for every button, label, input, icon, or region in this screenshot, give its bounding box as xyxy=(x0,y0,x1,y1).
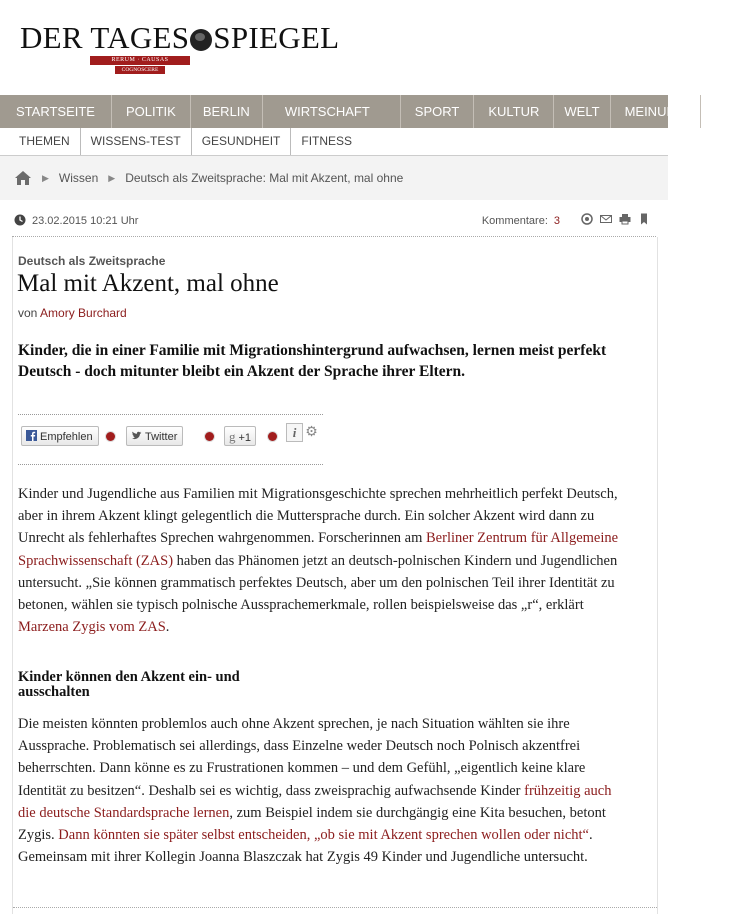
twitter-share-button[interactable] xyxy=(126,426,183,446)
nav-item-sport[interactable]: SPORT xyxy=(401,95,475,128)
paragraph-text: , zum Beispiel indem sie durchgängig eine Kita besuchen, betont Zygis. xyxy=(18,804,606,844)
comments-label: Kommentare: xyxy=(481,215,548,227)
paragraph-text: Die meisten könnten problemlos auch ohne Akzent sprechen, je nach Situation wählten sie ihre Aussprache. Problematisch sei allerdings, dass Einzelne weder Deutsch noch Polnisch akzentfrei beherrschten. Dann könne es zu Frustrationen kommen – und dem Gefühl, „eigentlich keine klare Identität zu besitzen“. Deshalb sei es wichtig, dass zweisprachig aufwachsende Kinder xyxy=(18,716,586,799)
subnav-item-wissens-test[interactable]: WISSENS-TEST xyxy=(81,128,192,155)
twitter-toggle-dot[interactable] xyxy=(205,432,214,441)
link-marzena-zygis[interactable]: Marzena Zygis vom ZAS xyxy=(18,619,166,636)
mail-icon[interactable] xyxy=(600,213,612,225)
social-share-bar xyxy=(18,414,323,465)
byline-prefix: von xyxy=(18,306,38,320)
article-tools xyxy=(581,213,650,225)
facebook-share-button[interactable] xyxy=(21,426,99,446)
link-zas[interactable]: Berliner Zentrum für Allgemeine Sprachwissenschaft (ZAS) xyxy=(18,530,619,569)
print-icon[interactable] xyxy=(619,213,631,225)
nav-item-meinung[interactable]: MEINUNG xyxy=(611,95,701,128)
link-akzent-entscheiden[interactable]: Dann könnten sie später selbst entscheiden, „ob sie mit Akzent sprechen wollen oder nicht“ xyxy=(58,827,589,844)
breadcrumb xyxy=(0,156,668,200)
secondary-nav xyxy=(0,128,668,156)
facebook-icon xyxy=(26,428,37,439)
logo-ribbon-motto: COGNOSCERE xyxy=(115,66,165,74)
article-lead: Kinder, die in einer Familie mit Migrationshintergrund aufwachsen, lernen meist perfekt Deutsch - doch mitunter bleibt ein Akzent der Sprache ihrer Eltern. xyxy=(18,342,607,380)
breadcrumb-item-wissen[interactable]: Wissen xyxy=(58,171,99,185)
chevron-right-icon: ▶ xyxy=(108,172,116,183)
logo-ribbon: RERUM · CAUSAS xyxy=(90,56,190,65)
article-subheading: Kinder können den Akzent ein- und ausschalten xyxy=(18,669,240,700)
twitter-icon xyxy=(131,428,142,439)
publish-date: 23.02.2015 10:21 Uhr xyxy=(32,215,139,227)
nav-item-welt[interactable]: WELT xyxy=(554,95,610,128)
divider xyxy=(13,907,657,908)
nav-item-wirtschaft[interactable]: WIRTSCHAFT xyxy=(263,95,401,128)
nav-item-kultur[interactable]: KULTUR xyxy=(474,95,554,128)
logo-text-part1: DER TAGES xyxy=(20,20,190,55)
google-plus-button[interactable] xyxy=(224,426,256,446)
contact-icon[interactable] xyxy=(581,213,593,225)
site-logo[interactable] xyxy=(20,20,339,56)
subnav-item-fitness[interactable]: FITNESS xyxy=(301,134,353,148)
masthead xyxy=(0,0,668,95)
comments-link[interactable] xyxy=(482,215,560,227)
info-icon[interactable]: i xyxy=(286,423,303,442)
primary-nav xyxy=(0,95,735,128)
globe-icon xyxy=(190,29,212,51)
nav-item-more[interactable]: ME xyxy=(714,104,735,119)
paragraph-text: . Gemeinsam mit ihrer Kollegin Joanna Blaszczak hat Zygis 49 Kinder und Jugendliche untersucht. xyxy=(18,827,593,866)
nav-item-politik[interactable]: POLITIK xyxy=(112,95,191,128)
article xyxy=(12,237,658,914)
facebook-share-label: Empfehlen xyxy=(40,431,93,443)
bookmark-icon[interactable] xyxy=(638,213,650,225)
article-paragraph xyxy=(18,713,630,868)
gear-icon[interactable]: ⚙ xyxy=(305,423,318,439)
subnav-item-gesundheit[interactable]: GESUNDHEIT xyxy=(192,128,292,155)
link-standardsprache[interactable]: frühzeitig auch die deutsche Standardsprache lernen xyxy=(18,782,612,821)
article-meta-bar xyxy=(12,206,656,237)
clock-icon xyxy=(14,214,26,226)
google-plus-icon: g xyxy=(229,429,236,444)
article-title: Mal mit Akzent, mal ohne xyxy=(17,270,279,297)
google-plus-toggle-dot[interactable] xyxy=(268,432,277,441)
nav-item-berlin[interactable]: BERLIN xyxy=(191,95,263,128)
home-icon[interactable] xyxy=(14,170,32,186)
breadcrumb-item-current[interactable]: Deutsch als Zweitsprache: Mal mit Akzent, mal ohne xyxy=(125,171,404,185)
nav-item-startseite[interactable]: STARTSEITE xyxy=(0,95,112,128)
author-link[interactable]: Amory Burchard xyxy=(40,306,127,320)
facebook-toggle-dot[interactable] xyxy=(106,432,115,441)
chevron-right-icon: ▶ xyxy=(42,172,49,183)
byline xyxy=(18,306,127,320)
article-kicker: Deutsch als Zweitsprache xyxy=(18,254,166,268)
paragraph-text: haben das Phänomen jetzt an deutsch-polnischen Kindern und Jugendlichen untersucht. „Sie können grammatisch perfektes Deutsch, aber um den polnischen Teil ihrer Identität zu betonen, wählen sie typisch polnische Aussprachemerkmale, rollen beispielsweise das „r“, erklärt xyxy=(18,552,618,614)
google-plus-label: +1 xyxy=(238,432,252,444)
paragraph-text: Kinder und Jugendliche aus Familien mit Migrationsgeschichte sprechen mehrheitlich perfekt Deutsch, aber in ihrem Akzent klingt gelegentlich die Muttersprache durch. Ein solcher Akzent wird dann zu Unrecht als fehlerhaftes Sprechen wahrgenommen. Forscherinnen am xyxy=(18,486,618,547)
logo-text-part2: SPIEGEL xyxy=(213,20,340,55)
subnav-item-themen[interactable]: THEMEN xyxy=(0,128,81,155)
twitter-share-label: Twitter xyxy=(145,431,178,443)
paragraph-text: . xyxy=(165,619,170,636)
comments-count[interactable]: 3 xyxy=(553,215,560,227)
article-paragraph xyxy=(18,483,630,638)
